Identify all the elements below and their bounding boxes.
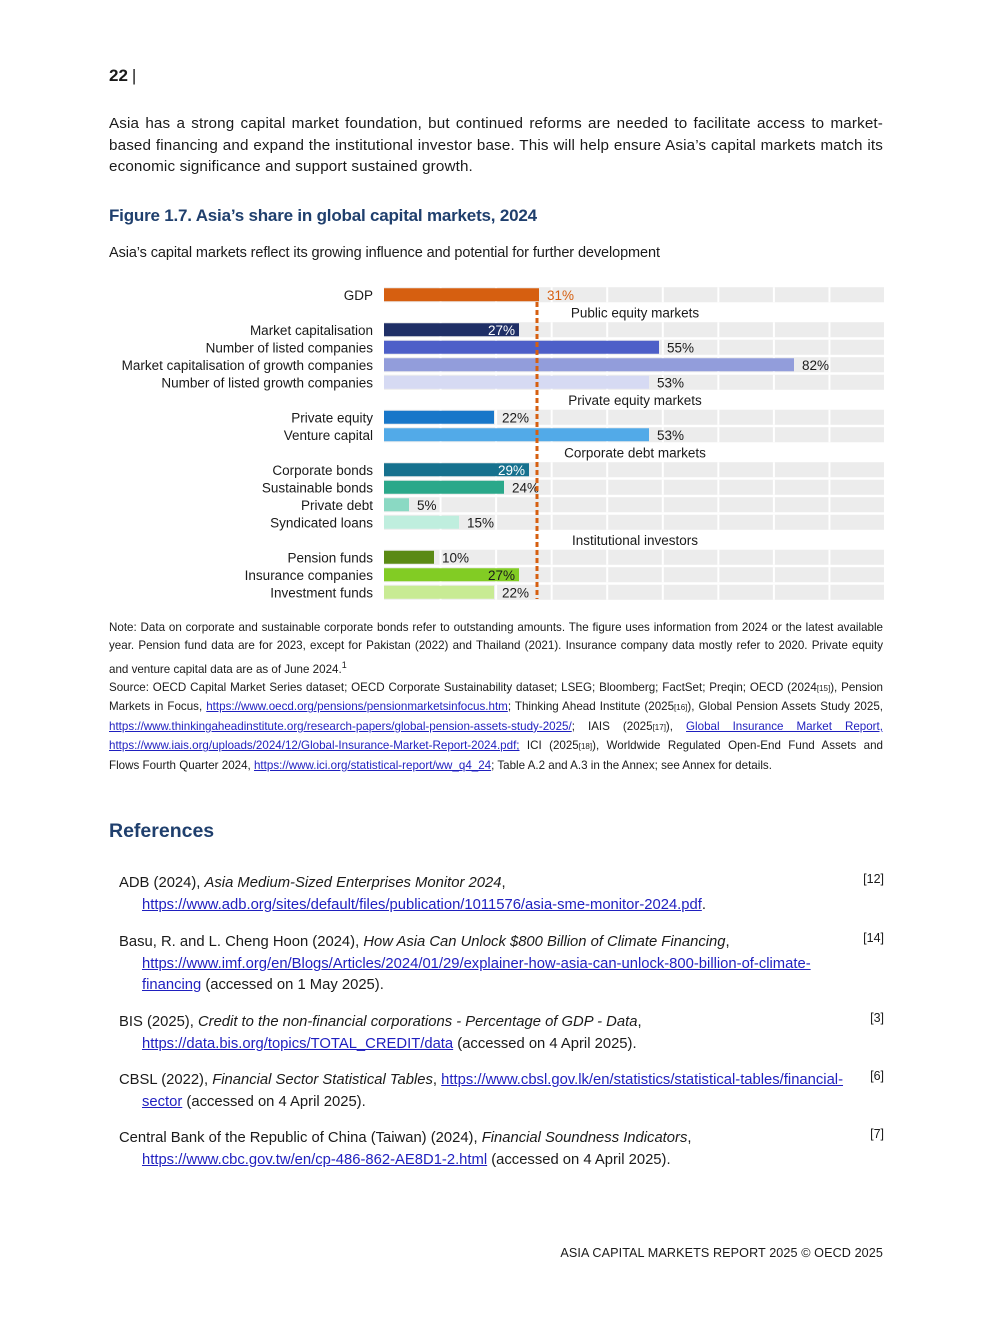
bar-syndicated-loans	[384, 516, 459, 529]
gridline-gap	[606, 567, 608, 582]
gridline-gap	[606, 550, 608, 565]
group-label-public-equity-markets: Public equity markets	[570, 305, 700, 321]
gridline-gap	[662, 410, 664, 425]
data-label-market-capitalisation: 27%	[487, 322, 515, 338]
references-heading: References	[109, 820, 215, 842]
reference-link[interactable]: https://www.imf.org/en/Blogs/Articles/2024/01/29/explainer-how-asia-can-unlock-800-billion-of-climate-financing	[142, 955, 811, 993]
data-label-private-debt: 5%	[417, 497, 437, 513]
gridline-gap	[606, 287, 608, 302]
group-label-corporate-debt-markets: Corporate debt markets	[564, 445, 706, 461]
gridline-gap	[773, 515, 775, 530]
gridline-gap	[606, 480, 608, 495]
reference-tag: [3]	[870, 1011, 884, 1025]
reference-item: BIS (2025), Credit to the non-financial corporations - Percentage of GDP - Data, https://data.bis.org/topics/TOTAL_CREDIT/data (accessed on 4 April 2025). [3]	[119, 1012, 884, 1055]
gridline-gap	[551, 585, 553, 600]
gridline-gap	[828, 322, 830, 337]
gridline-gap	[495, 585, 497, 600]
data-label-venture-capital: 53%	[657, 427, 685, 443]
gridline-gap	[828, 480, 830, 495]
reference-link[interactable]: https://www.cbsl.gov.lk/en/statistics/statistical-tables/financial-sector	[142, 1072, 844, 1110]
gridline-gap	[606, 497, 608, 512]
capital-markets-bar-chart	[0, 280, 992, 610]
category-label-market-capitalisation-of-growth-companies: Market capitalisation of growth companies	[121, 357, 373, 373]
data-label-gdp: 31%	[547, 287, 575, 303]
gridline-gap	[606, 585, 608, 600]
group-label-private-equity-markets: Private equity markets	[568, 392, 702, 408]
gridline-gap	[717, 287, 719, 302]
gridline-gap	[662, 462, 664, 477]
category-label-syndicated-loans: Syndicated loans	[270, 515, 373, 531]
reference-link[interactable]: https://www.adb.org/sites/default/files/publication/1011576/asia-sme-monitor-2024.pdf	[142, 896, 702, 913]
category-label-private-equity: Private equity	[291, 410, 373, 426]
gridline-gap	[662, 550, 664, 565]
gridline-gap	[662, 515, 664, 530]
category-label-number-of-listed-companies: Number of listed companies	[205, 340, 373, 356]
gridline-gap	[717, 567, 719, 582]
gridline-gap	[717, 427, 719, 442]
page-number-separator: |	[131, 66, 137, 85]
reference-tag: [6]	[870, 1069, 884, 1083]
bar-track-private-debt	[384, 497, 884, 512]
note-text: Note: Data on corporate and sustainable corporate bonds refer to outstanding amounts. The figure uses information from 2024 or the latest available year. Pension fund data are for 2023, except for Pakistan (2022) and Thailand (2021). Insurance company data mostly refer to 2020. Private equity and venture capital data are as of June 2024.$^1$	[109, 621, 883, 676]
page-footer: ASIA CAPITAL MARKETS REPORT 2025 © OECD 2025	[560, 1246, 883, 1260]
gridline-gap	[828, 567, 830, 582]
category-label-insurance-companies: Insurance companies	[244, 567, 373, 583]
reference-item: Central Bank of the Republic of China (Taiwan) (2024), Financial Soundness Indicators, https://www.cbc.gov.tw/en/cp-486-862-AE8D1-2.html (accessed on 4 April 2025). [7]	[119, 1128, 884, 1171]
reference-tag: [7]	[870, 1127, 884, 1141]
group-label-institutional-investors: Institutional investors	[571, 532, 699, 548]
data-label-number-of-listed-companies: 55%	[667, 340, 695, 356]
gridline-gap	[717, 375, 719, 390]
gridline-gap	[717, 410, 719, 425]
gridline-gap	[551, 480, 553, 495]
gridline-gap	[551, 497, 553, 512]
gridline-gap	[495, 410, 497, 425]
source-link-oecd-pensions[interactable]: https://www.oecd.org/pensions/pensionmarketsinfocus.htm	[206, 700, 508, 714]
intro-paragraph: Asia has a strong capital market foundation, but continued reforms are needed to facilitate access to market-based financing and expand the institutional investor base. This will help ensure Asia’s capital markets match its economic significance and support sustained growth.	[109, 115, 883, 175]
category-label-pension-funds: Pension funds	[287, 550, 373, 566]
data-label-syndicated-loans: 15%	[467, 515, 495, 531]
gridline-gap	[828, 585, 830, 600]
bar-private-debt	[384, 498, 409, 511]
gridline-gap	[662, 322, 664, 337]
figure-note	[109, 619, 883, 775]
figure-subtitle: Asia’s capital markets reflect its growing influence and potential for further development	[109, 245, 660, 261]
category-label-venture-capital: Venture capital	[283, 427, 373, 443]
citation-16: [16]	[674, 703, 688, 713]
gridline-gap	[773, 497, 775, 512]
reference-tag: [12]	[863, 872, 884, 886]
bar-investment-funds	[384, 586, 494, 599]
gridline-gap	[662, 497, 664, 512]
gridline-gap	[828, 497, 830, 512]
category-label-sustainable-bonds: Sustainable bonds	[261, 480, 373, 496]
gridline-gap	[717, 515, 719, 530]
gridline-gap	[551, 550, 553, 565]
data-label-sustainable-bonds: 24%	[512, 480, 540, 496]
gridline-gap	[606, 322, 608, 337]
category-label-gdp: GDP	[343, 287, 373, 303]
gridline-gap	[717, 585, 719, 600]
gridline-gap	[551, 462, 553, 477]
gridline-gap	[662, 480, 664, 495]
gridline-gap	[773, 427, 775, 442]
source-link-thinking-ahead[interactable]: https://www.thinkingaheadinstitute.org/research-papers/global-pension-assets-study-2025/	[109, 719, 572, 733]
bar-pension-funds	[384, 551, 434, 564]
data-label-insurance-companies: 27%	[487, 567, 515, 583]
gridline-gap	[773, 462, 775, 477]
bar-sustainable-bonds	[384, 481, 504, 494]
gridline-gap	[773, 480, 775, 495]
category-label-private-debt: Private debt	[300, 497, 373, 513]
gridline-gap	[773, 585, 775, 600]
gridline-gap	[662, 585, 664, 600]
data-label-private-equity: 22%	[502, 410, 530, 426]
reference-link[interactable]: https://www.cbc.gov.tw/en/cp-486-862-AE8D1-2.html	[142, 1151, 488, 1168]
gridline-gap	[440, 497, 442, 512]
gridline-gap	[828, 287, 830, 302]
gridline-gap	[551, 515, 553, 530]
citation-18: [18]	[578, 742, 593, 752]
gridline-gap	[606, 462, 608, 477]
gridline-gap	[717, 480, 719, 495]
gridline-gap	[773, 410, 775, 425]
gridline-gap	[773, 340, 775, 355]
gridline-gap	[773, 567, 775, 582]
gridline-gap	[773, 287, 775, 302]
data-label-investment-funds: 22%	[502, 585, 530, 601]
category-label-number-of-listed-growth-companies: Number of listed growth companies	[161, 375, 373, 391]
bar-private-equity	[384, 411, 494, 424]
gridline-gap	[662, 287, 664, 302]
category-label-market-capitalisation: Market capitalisation	[249, 322, 373, 338]
gridline-gap	[773, 375, 775, 390]
reference-item: Basu, R. and L. Cheng Hoon (2024), How Asia Can Unlock $800 Billion of Climate Financing, https://www.imf.org/en/Blogs/Articles/2024/01/29/explainer-how-asia-can-unlock-800-billion-of-climate-financing (accessed on 1 May 2025). [14]	[119, 932, 884, 997]
reference-tag: [14]	[863, 931, 884, 945]
reference-link[interactable]: https://data.bis.org/topics/TOTAL_CREDIT/data	[142, 1035, 454, 1052]
citation-15: [15]	[816, 684, 831, 694]
reference-item: CBSL (2022), Financial Sector Statistical Tables, https://www.cbsl.gov.lk/en/statistics/statistical-tables/financial-sector (accessed on 4 April 2025). [6]	[119, 1070, 884, 1113]
gridline-gap	[495, 550, 497, 565]
category-label-investment-funds: Investment funds	[270, 585, 373, 601]
gridline-gap	[773, 550, 775, 565]
category-label-corporate-bonds: Corporate bonds	[272, 462, 373, 478]
footnote-marker: 1	[341, 659, 347, 670]
gridline-gap	[828, 410, 830, 425]
gridline-gap	[828, 340, 830, 355]
gridline-gap	[717, 497, 719, 512]
gridline-gap	[606, 515, 608, 530]
data-label-pension-funds: 10%	[442, 550, 470, 566]
gridline-gap	[717, 550, 719, 565]
reference-item: ADB (2024), Asia Medium-Sized Enterprises Monitor 2024, https://www.adb.org/sites/default/files/publication/1011576/asia-sme-monitor-2024.pdf. [12]	[119, 873, 884, 916]
citation-17: [17]	[652, 722, 666, 732]
gridline-gap	[828, 427, 830, 442]
bar-market-capitalisation-of-growth-companies	[384, 358, 794, 371]
gridline-gap	[717, 340, 719, 355]
data-label-market-capitalisation-of-growth-companies: 82%	[802, 357, 830, 373]
gridline-gap	[662, 567, 664, 582]
gridline-gap	[662, 340, 664, 355]
bar-number-of-listed-growth-companies	[384, 376, 649, 389]
gridline-gap	[551, 410, 553, 425]
gridline-gap	[828, 462, 830, 477]
data-label-corporate-bonds: 29%	[497, 462, 525, 478]
gridline-gap	[828, 515, 830, 530]
gridline-gap	[495, 497, 497, 512]
source-link-iais[interactable]: Global Insurance Market Report, https://www.iais.org/uploads/2024/12/Global-Insurance-Market-Report-2024.pdf;	[109, 719, 883, 753]
gridline-gap	[551, 322, 553, 337]
gridline-gap	[828, 550, 830, 565]
gridline-gap	[606, 410, 608, 425]
data-label-number-of-listed-growth-companies: 53%	[657, 375, 685, 391]
bar-number-of-listed-companies	[384, 341, 659, 354]
gridline-gap	[495, 515, 497, 530]
gridline-gap	[828, 375, 830, 390]
source-link-ici[interactable]: https://www.ici.org/statistical-report/ww_q4_24	[253, 758, 492, 772]
source-text: Source: OECD Capital Market Series dataset; OECD Corporate Sustainability dataset; LSEG; Bloomberg; FactSet; Preqin; OECD (2024[15]), Pension Markets in Focus, https://www.oecd.org/pensions/pensionmarketsinfocus.htm; Thinking Ahead Institute (2025[16]), Global Pension Assets Study 2025, https://www.thinkingaheadinstitute.org/research-papers/global-pension-assets-study-2025/; IAIS (2025[17]), Global Insurance Market Report, https://www.iais.org/uploads/2024/12/Global-Insurance-Market-Report-2024.pdf; ICI (2025[18]), Worldwide Regulated Open-End Fund Assets and Flows Fourth Quarter 2024, https://www.ici.org/statistical-report/ww_q4_24; Table A.2 and A.3 in the Annex; see Annex for details.	[109, 681, 884, 772]
bar-gdp	[384, 288, 539, 301]
gridline-gap	[773, 322, 775, 337]
figure-title: Figure 1.7. Asia’s share in global capital markets, 2024	[109, 206, 537, 225]
gridline-gap	[551, 567, 553, 582]
bar-venture-capital	[384, 428, 649, 441]
gridline-gap	[717, 462, 719, 477]
page-number: 22 |	[109, 66, 137, 85]
gridline-gap	[717, 322, 719, 337]
